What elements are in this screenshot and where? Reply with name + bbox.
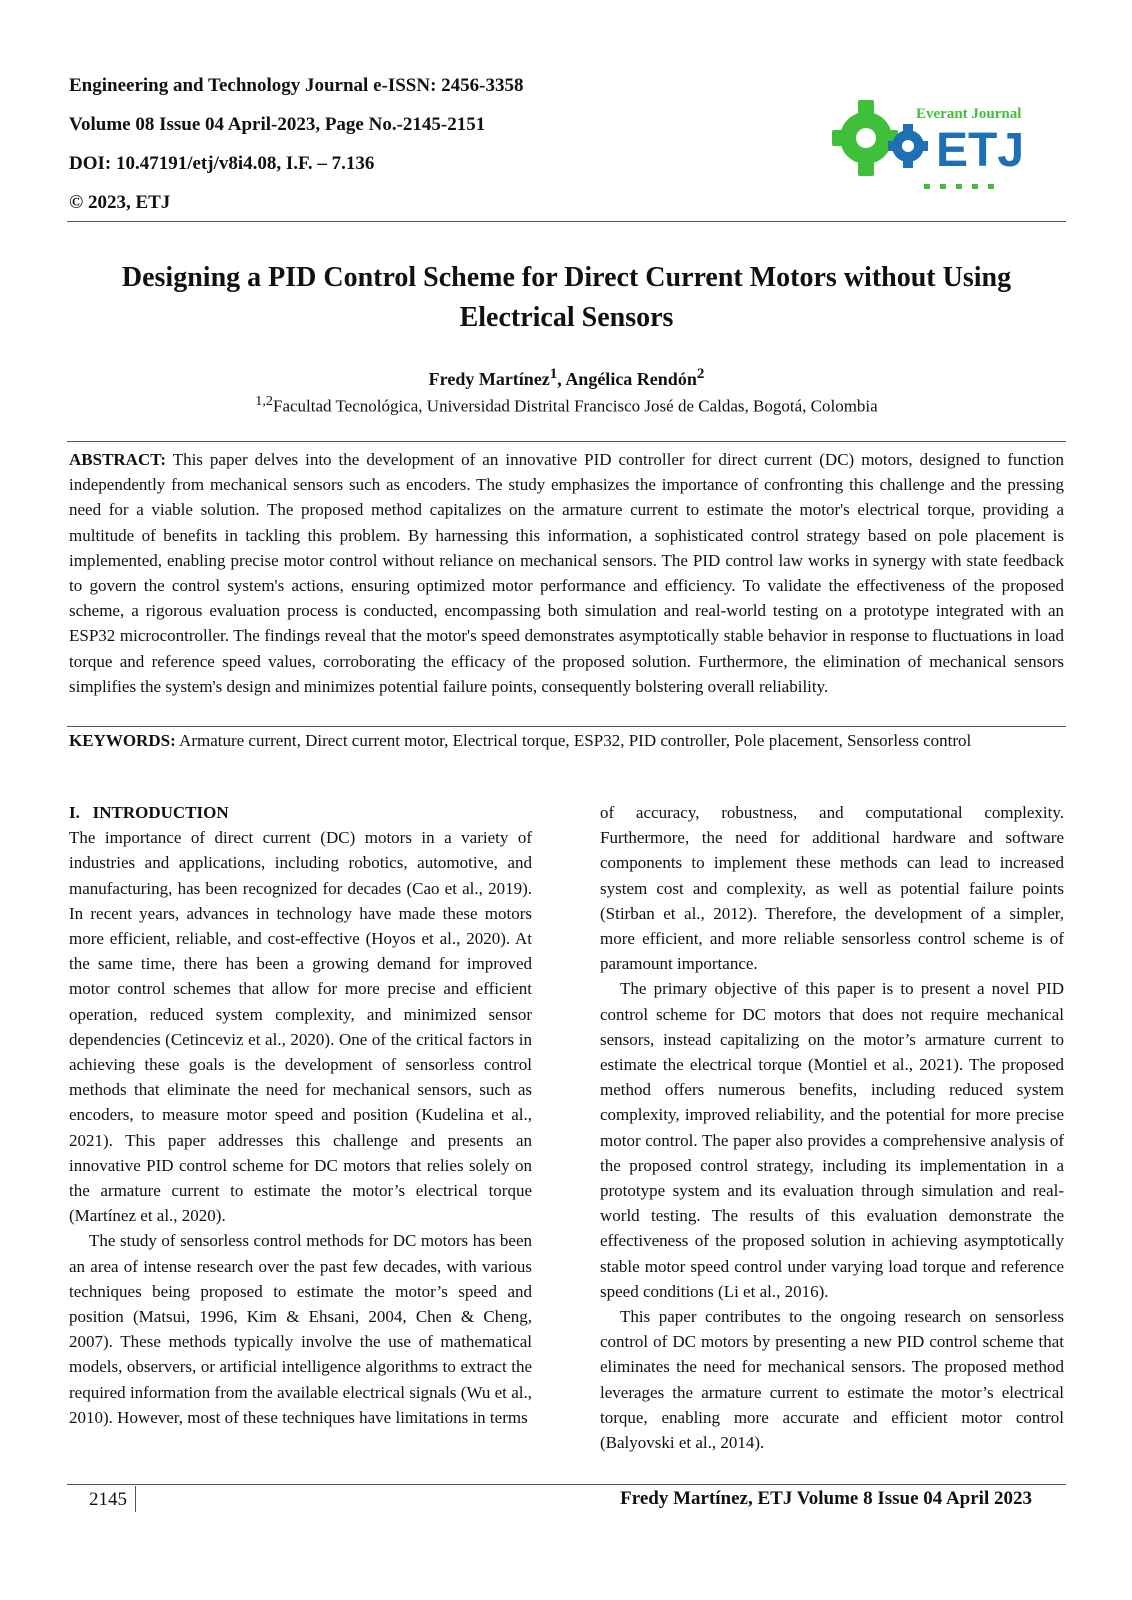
keywords-label: KEYWORDS:	[69, 731, 176, 750]
abstract-label: ABSTRACT:	[69, 450, 166, 469]
right-column	[600, 800, 1064, 1455]
abstract-text: This paper delves into the development of an innovative PID controller for direct current (DC) motors, designed to function independently from mechanical sensors such as encoders. The study emphasizes the importance of confronting this challenge and the pressing need for a viable solution. The proposed method capitalizes on the armature current to estimate the motor's electrical torque, providing a multitude of benefits in tackling this problem. By harnessing this information, a sophisticated control strategy based on pole placement is implemented, enabling precise motor control without reliance on mechanical sensors. The PID control law works in synergy with state feedback to govern the control system's actions, ensuring optimized motor performance and efficiency. To validate the effectiveness of the proposed scheme, a rigorous evaluation process is conducted, encompassing both simulation and real-world testing on a prototype integrated with an ESP32 microcontroller. The findings reveal that the motor's speed demonstrates asymptotically stable behavior in response to fluctuations in load torque and reference speed values, corroborating the efficacy of the proposed solution. Furthermore, the elimination of mechanical sensors simplifies the system's design and minimizes potential failure points, consequently bolstering overall reliability.	[69, 450, 1064, 696]
author-affil-mark: 2	[696, 366, 705, 382]
logo-abbr-text: ETJ	[936, 124, 1025, 177]
running-footer: Fredy Martínez, ETJ Volume 8 Issue 04 April 2023	[620, 1488, 1032, 1509]
paragraph: The importance of direct current (DC) motors in a variety of industries and applications, including robotics, automotive, and manufacturing, has been recognized for decades (Cao et al., 2019). In recent years, advances in technology have made these motors more efficient, reliable, and cost-effective (Hoyos et al., 2020). At the same time, there has been a growing demand for improved motor control schemes that allow for more precise and efficient operation, reduced system complexity, and minimized sensor dependencies (Cetinceviz et al., 2020). One of the critical factors in achieving these goals is the development of sensorless control methods that eliminate the need for mechanical sensors, such as encoders, to measure motor speed and position (Kudelina et al., 2021). This paper addresses this challenge and presents an innovative PID control scheme for DC motors that relies solely on the armature current to estimate the motor’s electrical torque (Martínez et al., 2020).	[69, 828, 532, 1226]
page-number: 2145	[89, 1489, 127, 1510]
keywords	[69, 728, 1064, 753]
paragraph: The primary objective of this paper is to present a novel PID control scheme for DC motors that does not require mechanical sensors, instead capitalizing on the motor’s armature current to estimate the electrical torque (Montiel et al., 2021). The proposed method offers numerous benefits, including reduced system complexity, improved reliability, and the potential for more precise motor control. The paper also provides a comprehensive analysis of the proposed control strategy, including its implementation in a prototype system and its evaluation through simulation and real-world testing. The results of this evaluation demonstrate the effectiveness of the proposed solution in achieving asymptotically stable motor speed control under varying load torque and reference speed conditions (Li et al., 2016).	[600, 979, 1064, 1301]
journal-name: Engineering and Technology Journal e-ISSN: 2456-3358	[69, 75, 524, 96]
affiliation	[67, 393, 1066, 417]
authors	[67, 366, 1066, 390]
copyright: © 2023, ETJ	[69, 192, 171, 213]
logo-journal-text: Everant Journal	[916, 106, 1022, 122]
footer-divider	[67, 1484, 1066, 1485]
author-affil-mark: 1	[549, 366, 558, 382]
affiliation-mark: 1,2	[255, 393, 273, 409]
keywords-text: Armature current, Direct current motor, Electrical torque, ESP32, PID controller, Pole placement, Sensorless control	[179, 731, 972, 750]
author-name: Angélica Rendón	[565, 369, 697, 389]
journal-header	[69, 66, 524, 222]
paper-title: Designing a PID Control Scheme for Direct Current Motors without Using Electrical Sensors	[121, 262, 1012, 333]
keywords-divider	[67, 726, 1066, 727]
paragraph: The study of sensorless control methods for DC motors has been an area of intense research over the past few decades, with various techniques being proposed to estimate the motor’s speed and position (Matsui, 1996, Kim & Ehsani, 2004, Chen & Cheng, 2007). These methods typically involve the use of mathematical models, observers, or artificial intelligence algorithms to extract the required information from the available electrical signals (Wu et al., 2010). However, most of these techniques have limitations in terms	[69, 1231, 532, 1427]
paragraph: This paper contributes to the ongoing research on sensorless control of DC motors by presenting a new PID control scheme that eliminates the need for mechanical sensors. The proposed method leverages the armature current to estimate the motor’s electrical torque, enabling more accurate and efficient motor control (Balyovski et al., 2014).	[600, 1307, 1064, 1453]
header-divider	[67, 221, 1066, 222]
left-column	[69, 800, 532, 1430]
section-heading: I. INTRODUCTION	[69, 803, 229, 822]
gear-icon	[832, 100, 898, 176]
paragraph: of accuracy, robustness, and computational complexity. Furthermore, the need for additional hardware and software components to implement these methods can lead to increased system cost and complexity, as well as potential failure points (Stirban et al., 2012). Therefore, the development of a simpler, more efficient, and more reliable sensorless control scheme is of paramount importance.	[600, 803, 1064, 974]
logo-dots	[924, 184, 994, 189]
etj-logo	[828, 86, 1038, 198]
affiliation-text: Facultad Tecnológica, Universidad Distrital Francisco José de Caldas, Bogotá, Colombia	[272, 396, 878, 416]
abstract	[69, 447, 1064, 699]
footer-separator	[135, 1486, 136, 1512]
abstract-divider	[67, 441, 1066, 442]
doi-info: DOI: 10.47191/etj/v8i4.08, I.F. – 7.136	[69, 153, 375, 174]
volume-info: Volume 08 Issue 04 April-2023, Page No.-2145-2151	[69, 114, 486, 135]
author-name: Fredy Martínez	[428, 369, 550, 389]
author-separator: ,	[557, 369, 566, 389]
